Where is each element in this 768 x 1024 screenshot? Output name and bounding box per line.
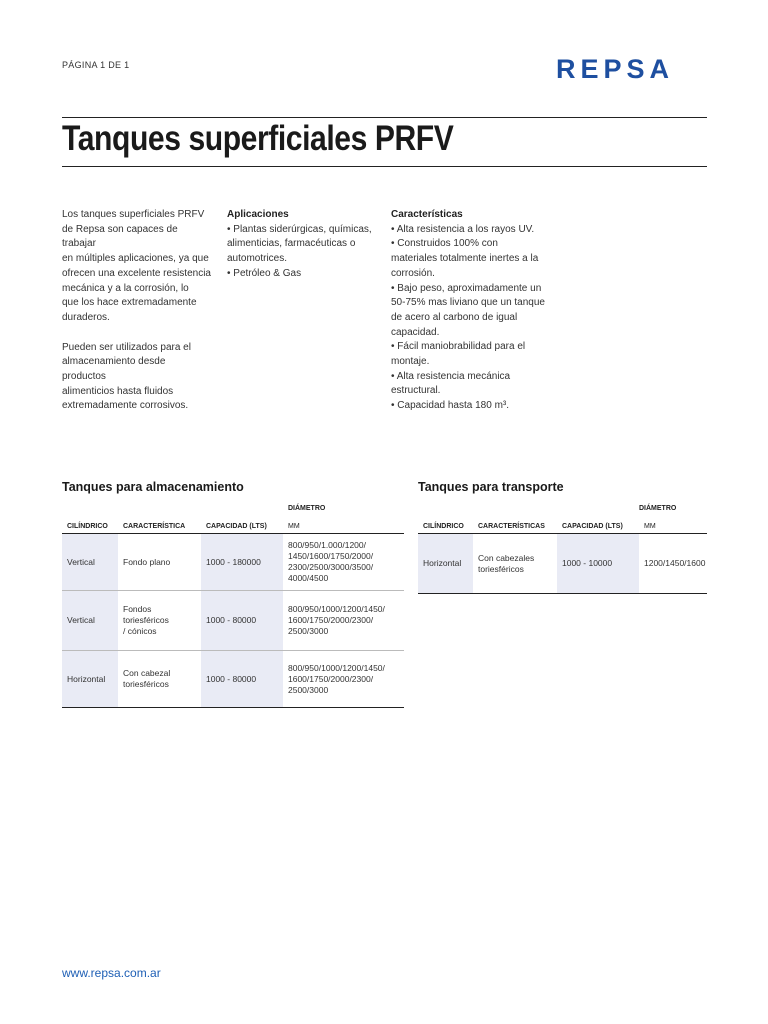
col-header-cilindrico: CILÍNDRICO (418, 510, 473, 534)
aplicaciones-column (227, 208, 377, 282)
table-header-row (62, 510, 404, 534)
text-line: corrosión. (391, 267, 435, 279)
text-line: • Construidos 100% con (391, 238, 498, 250)
text-line: materiales totalmente inertes a la (391, 253, 539, 265)
diametro-line: 1200/1450/1600 (644, 558, 706, 568)
diametro-line: 800/950/1000/1200/1450/ (288, 604, 385, 614)
text-line: que los hace extremadamente (62, 297, 197, 309)
text-line: automotrices. (227, 253, 288, 265)
cell-caracteristica: Fondos toriesféricos / cónicos (118, 591, 201, 651)
cell-capacidad: 1000 - 80000 (201, 651, 283, 708)
repsa-logo: REPSA (556, 54, 675, 84)
text-line: alimenticios hasta fluidos (62, 385, 174, 397)
col-header-caracteristica: CARACTERÍSTICA (118, 510, 201, 534)
intro-paragraph-1 (62, 208, 212, 326)
text-line: Los tanques superficiales PRFV (62, 209, 205, 220)
text-line: • Fácil maniobrabilidad para el (391, 341, 526, 353)
text-line: • Bajo peso, aproximadamente un (391, 282, 542, 294)
text-line: • Alta resistencia a los rayos UV. (391, 223, 535, 235)
text-line: almacenamiento desde productos (62, 356, 166, 383)
col-header-cilindrico: CILÍNDRICO (62, 510, 118, 534)
text-line: montaje. (391, 356, 430, 368)
table-row (62, 651, 404, 708)
diametro-line: 2500/3000 (288, 626, 329, 636)
diametro-line: 800/950/1000/1200/1450/ (288, 662, 385, 673)
text-line: alimenticias, farmacéuticas o (227, 238, 356, 250)
cell-cilindrico: Horizontal (62, 651, 118, 708)
text-line: de acero al carbono de igual (391, 311, 518, 323)
diametro-line: 1600/1750/2000/2300/ (288, 615, 374, 625)
diametro-line: 1600/1750/2000/2300/ (288, 673, 374, 684)
col-header-mm: MM (283, 510, 404, 534)
title-top-rule (62, 117, 707, 118)
text-line: mecánica y a la corrosión, lo (62, 282, 189, 294)
table-row (418, 534, 707, 594)
cell-caracteristica: Con cabezal toriesféricos (118, 651, 201, 708)
aplicaciones-heading: Aplicaciones (227, 209, 289, 220)
cell-caracteristica: Con cabezales toriesféricos (473, 534, 557, 594)
diametro-line: 1450/1600/1750/2000/ (288, 551, 374, 561)
col-header-capacidad: CAPACIDAD (LTS) (201, 510, 283, 534)
cell-cilindrico: Vertical (62, 534, 118, 591)
website-link[interactable]: www.repsa.com.ar (62, 966, 161, 980)
cell-cilindrico: Vertical (62, 591, 118, 651)
intro-column (62, 208, 212, 414)
cell-capacidad: 1000 - 80000 (201, 591, 283, 651)
transporte-diametro-label: DIÁMETRO (639, 505, 677, 512)
cell-capacidad: 1000 - 10000 (557, 534, 639, 594)
cell-caracteristica: Fondo plano (118, 534, 201, 591)
title-bottom-rule (62, 166, 707, 167)
text-line: extremadamente corrosivos. (62, 400, 189, 412)
text-line: • Alta resistencia mecánica (391, 370, 511, 382)
table-row (62, 591, 404, 651)
transporte-title: Tanques para transporte (418, 480, 564, 494)
text-line: duraderos. (62, 311, 110, 323)
cell-diametro (283, 591, 404, 651)
text-line: • Plantas siderúrgicas, químicas, (227, 223, 372, 235)
almacenamiento-table (62, 510, 404, 708)
cell-diametro (283, 651, 404, 708)
text-line: 50-75% mas liviano que un tanque (391, 297, 545, 309)
text-line: capacidad. (391, 326, 440, 338)
almacenamiento-title: Tanques para almacenamiento (62, 480, 244, 494)
cell-diametro (283, 534, 404, 591)
cell-capacidad: 1000 - 180000 (201, 534, 283, 591)
col-header-capacidad: CAPACIDAD (LTS) (557, 510, 639, 534)
diametro-line: 4000/4500 (288, 573, 329, 583)
text-line: Pueden ser utilizados para el (62, 341, 191, 353)
caracteristicas-heading: Características (391, 209, 463, 220)
page-title: Tanques superficiales PRFV (62, 119, 454, 158)
page-number: PÁGINA 1 DE 1 (62, 60, 130, 70)
cell-diametro (639, 534, 707, 594)
diametro-line: 2500/3000 (288, 684, 329, 695)
table-header-row (418, 510, 707, 534)
transporte-table (418, 510, 707, 594)
text-line: • Petróleo & Gas (227, 267, 302, 279)
text-line: estructural. (391, 385, 441, 397)
col-header-mm: MM (639, 510, 707, 534)
caracteristicas-column (391, 208, 546, 414)
text-line: de Repsa son capaces de trabajar (62, 223, 178, 250)
col-header-caracteristicas: CARACTERÍSTICAS (473, 510, 557, 534)
diametro-line: 800/950/1.000/1200/ (288, 540, 366, 550)
table-row (62, 534, 404, 591)
text-line: • Capacidad hasta 180 m³. (391, 400, 510, 412)
almacenamiento-diametro-label: DIÁMETRO (288, 505, 326, 512)
text-line: en múltiples aplicaciones, ya que (62, 253, 209, 265)
diametro-line: 2300/2500/3000/3500/ (288, 562, 374, 572)
text-line: ofrecen una excelente resistencia (62, 267, 211, 279)
intro-paragraph-2 (62, 341, 212, 415)
cell-cilindrico: Horizontal (418, 534, 473, 594)
